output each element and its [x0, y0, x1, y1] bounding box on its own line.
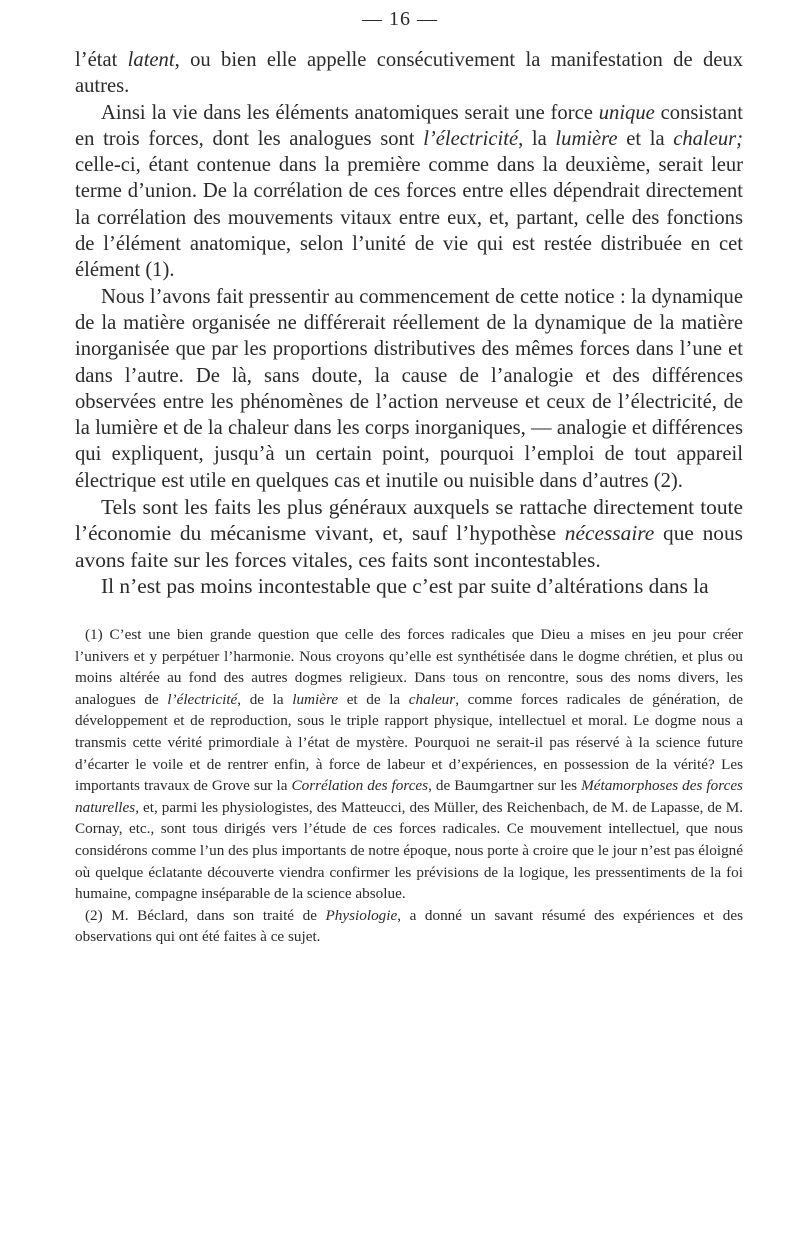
italic-text-run: latent — [127, 49, 175, 71]
text-run: consistant en trois forces, dont les analogues sont — [75, 101, 743, 150]
paragraph-vital-forces — [75, 100, 743, 284]
paragraph-general-facts — [75, 494, 743, 573]
text-run: , ou bien elle appelle consécutivement la manifestation de deux autres. — [75, 49, 743, 98]
italic-text-run: nécessaire — [564, 521, 655, 546]
italic-text-run: Corrélation des forces — [291, 777, 429, 795]
paragraph-dynamics — [75, 284, 743, 494]
footnote-1 — [75, 624, 743, 905]
text-run: , et, parmi les physiologistes, des Matteucci, des Müller, des Reichenbach, de M. de Lapasse, de M. Cornay, etc., sont tous dirigés vers l’étude de ces forces radicales. Ce mouvement intellectuel, que nous considérons comme l’un des plus importants de notre époque, nous porte à croire que le jour n’est pas éloigné où quelque éclatante découverte viendra confirmer les prévisions de la logique, les pressentiments de la foi humaine, compagne inséparable de la science absolue. — [75, 798, 743, 903]
text-run: que nous avons faite sur les forces vitales, ces faits sont incontestables. — [75, 521, 743, 572]
text-run: Nous l’avons fait pressentir au commencement de cette notice : la dynamique de la matière organisée ne différerait réellement de la dynamique de la matière inorganisée que par les proportions distributives des mêmes forces dans l’une et dans l’autre. De là, sans doute, la cause de l’analogie et des différences observées entre les phénomènes de l’action nerveuse et ceux de l’électricité, de la lumière et de la chaleur dans les corps inorganiques, — analogie et différences qui expliquent, jusqu’à un certain point, pourquoi l’emploi de tout appareil électrique est utile en quelques cas et inutile ou nuisible dans d’autres (2). — [75, 285, 743, 492]
italic-text-run: l’électricité — [423, 127, 519, 150]
text-run: Il n’est pas moins incontestable que c’est par suite d’altérations dans la — [101, 573, 709, 598]
text-run: celle-ci, étant contenue dans la première comme dans la deuxième, serait leur terme d’union. De la corrélation de ces forces entre elles dépendrait directement la corrélation des mouvements vitaux entre eux, et, partant, celle des fonctions de l’élément anatomique, selon l’unité de vie qui est restée distribuée en cet élément (1). — [75, 154, 743, 282]
italic-text-run: Physiologie — [325, 906, 398, 924]
text-run: et de la — [338, 690, 409, 708]
italic-text-run: chaleur; — [673, 127, 744, 150]
text-run: Tels sont les faits les plus généraux auxquels se rattache directement toute l’économie du mécanisme vivant, et, sauf l’hypothèse — [75, 495, 743, 546]
page-number: — 16 — — [362, 8, 438, 30]
text-run: (1) C’est une bien grande question que celle des forces radicales que Dieu a mises en jeu pour créer l’univers et y perpétuer l’harmonie. Nous croyons qu’elle est synthétisée dans le dogme chrétien, et plus ou moins altérée au fond des autres dogmes religieux. Dans tous on rencontre, sous des noms divers, les analogues de — [75, 626, 743, 708]
italic-text-run: lumière — [555, 127, 618, 150]
text-run: , a donné un savant résumé des expériences et des observations qui ont été faites à ce sujet. — [75, 906, 743, 946]
body-text — [75, 47, 743, 599]
italic-text-run: lumière — [292, 690, 339, 708]
text-run: Ainsi la vie dans les éléments anatomiques serait une force — [101, 101, 599, 124]
italic-text-run: Métamorphoses des forces naturelles — [75, 777, 743, 816]
italic-text-run: l’électricité — [167, 690, 238, 708]
paragraph-continuation — [75, 47, 743, 100]
text-run: (2) M. Béclard, dans son traité de — [85, 906, 326, 924]
footnote-2 — [75, 905, 743, 948]
footnotes — [75, 624, 743, 948]
italic-text-run: chaleur — [408, 690, 456, 708]
text-run: , de la — [237, 690, 293, 708]
text-run: et la — [617, 127, 674, 150]
paragraph-alterations — [75, 573, 743, 599]
text-run: , comme forces radicales de génération, de développement et de reproduction, sous le triple rapport physique, intellectuel et moral. Le dogme nous a transmis cette vérité primordiale à l’état de mystère. Pourquoi ne serait-il pas réservé à la science future d’écarter le voile et de rentrer enfin, à force de labeur et d’expériences, en possession de la vérité? Les importants travaux de Grove sur la — [75, 690, 744, 795]
text-run: , de Baumgartner sur les — [428, 777, 582, 795]
text-run: l’état — [75, 49, 128, 71]
italic-text-run: unique — [598, 101, 655, 124]
text-run: , la — [518, 127, 556, 150]
